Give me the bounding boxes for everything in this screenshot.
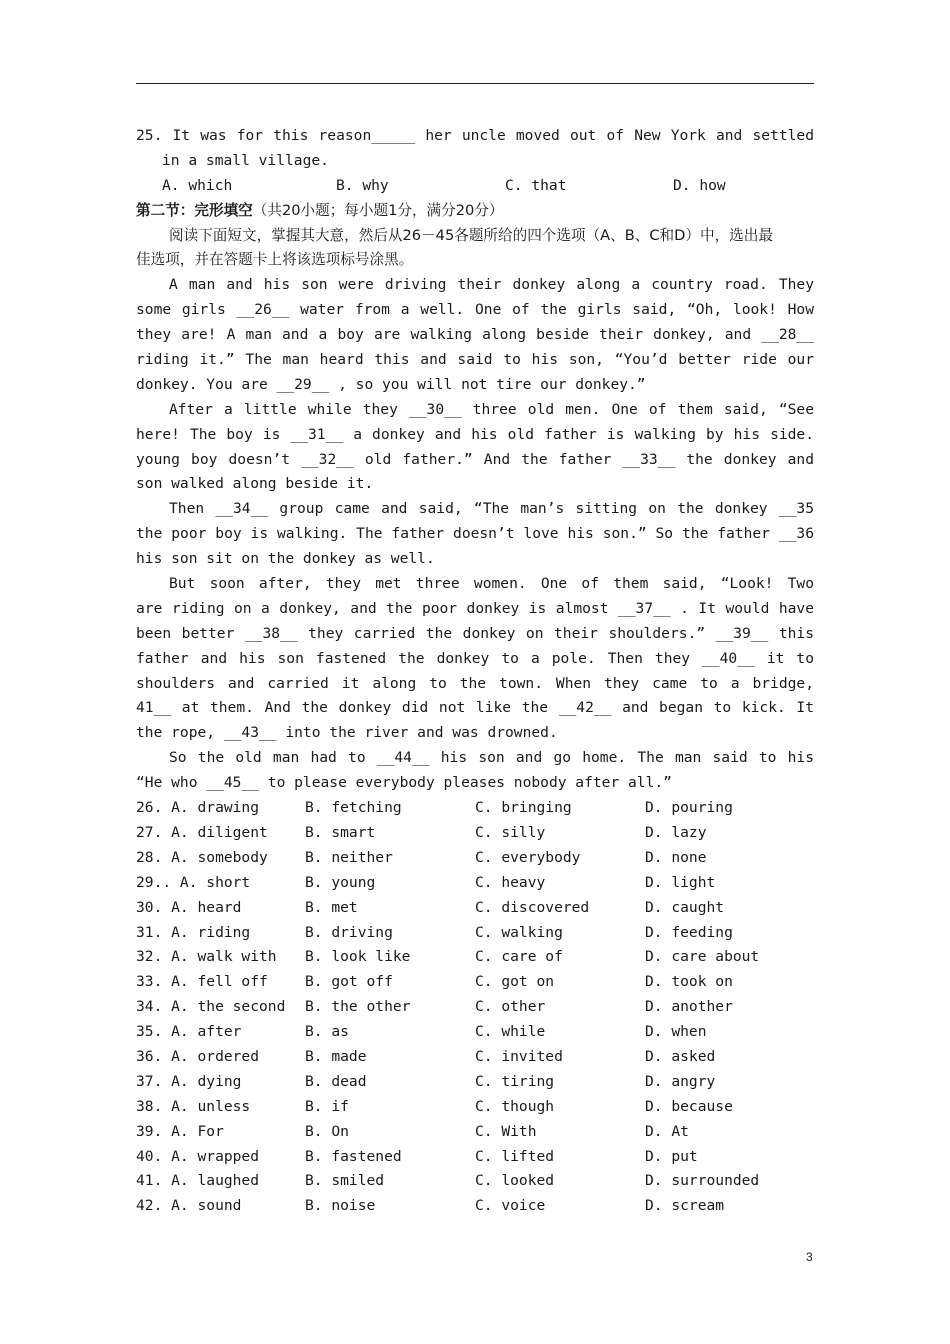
passage-line: they are! A man and a boy are walking along beside their donkey, and __28__ [136,326,814,344]
passage-line: So the old man had to __44__ his son and go home. The man said to his [169,749,814,767]
option-c: C. got on [475,973,555,991]
passage-line: some girls __26__ water from a well. One of the girls said, “Oh, look! How [136,301,814,319]
option-b: B. young [305,873,376,891]
passage-line: father and his son fastened the donkey to a pole. Then they __40__ it to [136,649,814,667]
option-b: B. On [305,1122,349,1140]
passage-line: After a little while they __30__ three old men. One of them said, “See [169,400,814,418]
answer-row [136,945,814,970]
passage-line: But soon after, they met three women. One of them said, “Look! Two [169,575,814,593]
option-b: B. neither [305,848,393,866]
option-b: B. noise [305,1197,376,1215]
option-a: 40. A. wrapped [136,1147,260,1165]
option-b: B. the other [305,998,411,1016]
option-b: B. made [305,1047,367,1065]
answer-row [136,995,814,1020]
option-c: C. everybody [475,848,581,866]
answer-options [136,796,814,1219]
option-a: 26. A. drawing [136,799,260,817]
option-d: D. caught [645,898,725,916]
option-d: D. surrounded [645,1172,760,1190]
option-a: 38. A. unless [136,1097,251,1115]
passage-line: Then __34__ group came and said, “The man’s sitting on the donkey __35 [169,500,814,518]
option-a: 42. A. sound [136,1197,242,1215]
passage-line: “He who __45__ to please everybody pleases nobody after all.” [136,774,672,792]
answer-row [136,1020,814,1045]
question-25-stem-cont: in a small village. [162,151,329,169]
option-c: C. tiring [475,1072,555,1090]
section-heading [136,199,814,224]
answer-row [136,1120,814,1145]
option-b: B. look like [305,948,411,966]
option-c: C. lifted [475,1147,555,1165]
question-25-options [136,174,814,199]
option-b: B. smiled [305,1172,385,1190]
option-c: C. care of [475,948,563,966]
option-d: D. how [673,176,726,194]
option-a: 34. A. the second [136,998,286,1016]
option-d: D. At [645,1122,689,1140]
option-a: 27. A. diligent [136,823,268,841]
option-c: C. discovered [475,898,590,916]
option-c: C. though [475,1097,555,1115]
option-d: D. lazy [645,823,707,841]
header-rule [136,83,814,84]
option-c: C. that [505,176,567,194]
option-c: C. invited [475,1047,563,1065]
option-a: 32. A. walk with [136,948,277,966]
option-d: D. took on [645,973,733,991]
instructions-line-2: 佳选项，并在答题卡上将该选项标号涂黑。 [136,251,414,269]
option-b: B. met [305,898,358,916]
option-a: 30. A. heard [136,898,242,916]
option-d: D. light [645,873,716,891]
answer-row [136,1070,814,1095]
answer-row [136,921,814,946]
option-c: C. while [475,1023,546,1041]
option-b: B. driving [305,923,393,941]
passage-line: here! The boy is __31__ a donkey and his old father is walking by his side. [136,425,814,443]
option-c: C. silly [475,823,546,841]
option-d: D. another [645,998,733,1016]
option-d: D. scream [645,1197,725,1215]
answer-row [136,821,814,846]
answer-row [136,1095,814,1120]
option-d: D. none [645,848,707,866]
option-d: D. feeding [645,923,733,941]
option-b: B. fastened [305,1147,402,1165]
option-b: B. smart [305,823,376,841]
option-b: B. why [336,176,389,194]
section-title: 第二节：完形填空 [136,201,253,219]
section-score-note: （共20小题；每小题1分，满分20分） [252,201,504,219]
option-d: D. put [645,1147,698,1165]
answer-row [136,871,814,896]
option-b: B. fetching [305,799,402,817]
option-a: 28. A. somebody [136,848,268,866]
option-c: C. walking [475,923,563,941]
answer-row [136,1194,814,1219]
option-c: C. voice [475,1197,546,1215]
option-b: B. if [305,1097,349,1115]
option-a: 35. A. after [136,1023,242,1041]
question-25-stem: 25. It was for this reason_____ her uncle moved out of New York and settled [136,127,814,144]
option-a: 39. A. For [136,1122,224,1140]
page-number: 3 [806,1250,813,1264]
passage-line: riding it.” The man heard this and said to his son, “You’d better ride our [136,351,814,369]
answer-row [136,970,814,995]
instructions-line-1: 阅读下面短文，掌握其大意，然后从26－45各题所给的四个选项（A、B、C和D）中，选出最 [169,226,773,244]
answer-row [136,846,814,871]
cloze-passage [136,273,814,796]
option-d: D. angry [645,1072,716,1090]
option-b: B. dead [305,1072,367,1090]
passage-line: the poor boy is walking. The father doesn’t love his son.” So the father __36 [136,525,814,543]
option-d: D. because [645,1097,733,1115]
passage-line: son walked along beside it. [136,475,374,493]
passage-line: 41__ at them. And the donkey did not like the __42__ and began to kick. It [136,699,814,717]
answer-row [136,1045,814,1070]
option-c: C. bringing [475,799,572,817]
option-d: D. pouring [645,799,733,817]
option-c: C. With [475,1122,537,1140]
answer-row [136,1169,814,1194]
answer-row [136,896,814,921]
option-b: B. got off [305,973,393,991]
option-c: C. looked [475,1172,555,1190]
exam-page [136,124,814,1219]
passage-line: been better __38__ they carried the donkey on their shoulders.” __39__ this [136,624,814,642]
passage-line: the rope, __43__ into the river and was drowned. [136,724,558,742]
passage-line: young boy doesn’t __32__ old father.” And the father __33__ the donkey and [136,450,814,468]
option-a: 36. A. ordered [136,1047,260,1065]
option-a: 31. A. riding [136,923,251,941]
passage-line: are riding on a donkey, and the poor donkey is almost __37__ . It would have [136,599,814,617]
option-a: 33. A. fell off [136,973,268,991]
option-d: D. asked [645,1047,716,1065]
option-c: C. heavy [475,873,546,891]
option-b: B. as [305,1023,349,1041]
passage-line: A man and his son were driving their donkey along a country road. They [169,276,814,294]
option-a: 29.. A. short [136,873,251,891]
option-c: C. other [475,998,546,1016]
passage-line: donkey. You are __29__ , so you will not tire our donkey.” [136,375,646,393]
option-a: 41. A. laughed [136,1172,260,1190]
option-a: 37. A. dying [136,1072,242,1090]
option-d: D. care about [645,948,760,966]
option-a: A. which [162,176,233,194]
answer-row [136,796,814,821]
passage-line: shoulders and carried it along to the town. When they came to a bridge, [136,674,814,692]
answer-row [136,1145,814,1170]
passage-line: his son sit on the donkey as well. [136,550,435,568]
option-d: D. when [645,1023,707,1041]
